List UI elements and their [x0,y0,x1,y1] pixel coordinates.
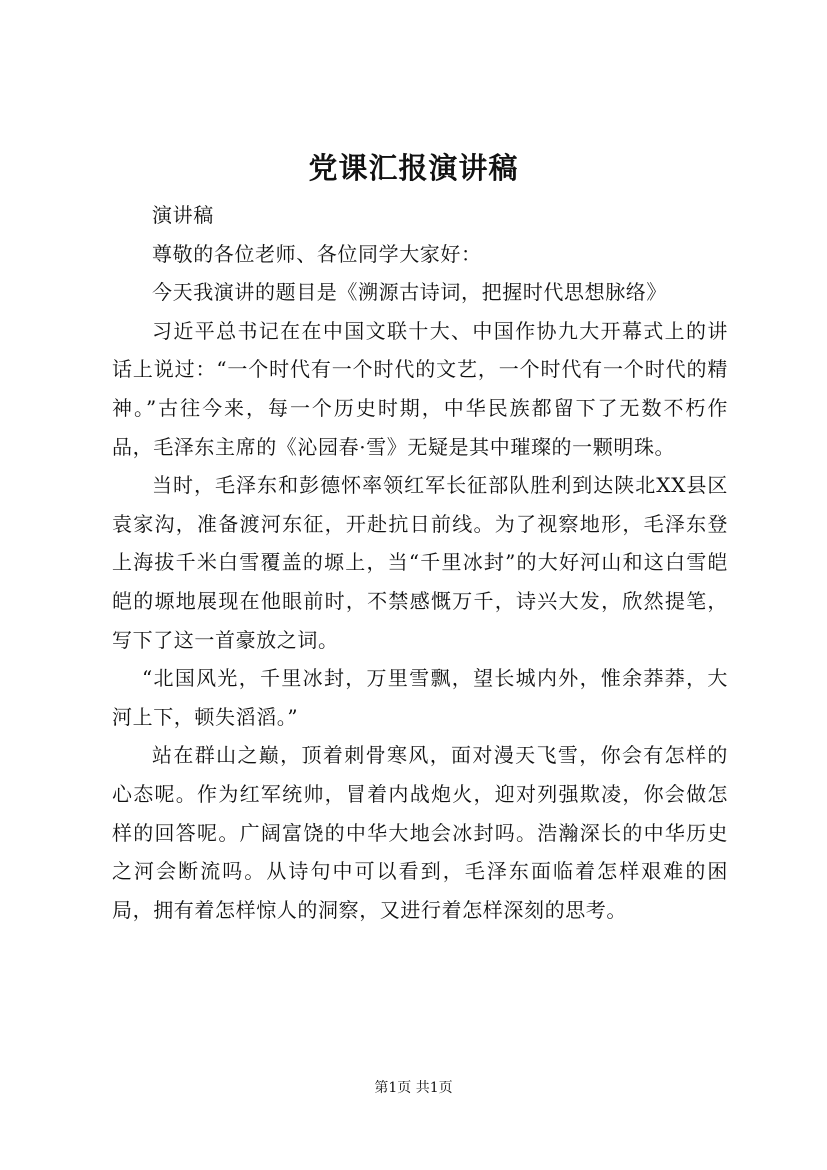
paragraph-heading: 演讲稿 [152,203,214,227]
paragraph-greeting: 尊敬的各位老师、各位同学大家好： [152,241,482,266]
page-title: 党课汇报演讲稿 [308,151,519,185]
paragraph-intro: 习近平总书记在在中国文联十大、中国作协九大开幕式上的讲话上说过：“一个时代有一个时代的文艺，一个时代有一个时代的精神。”古往今来，每一个历史时期，中华民族都留下了无数不朽作品，毛泽东主席的《沁园春·雪》无疑是其中璀璨的一颗明珠。 [112,318,728,459]
page-footer: 第1页 共1页 [374,1080,453,1096]
document-body [112,196,728,929]
paragraph-topic: 今天我演讲的题目是《溯源古诗词，把握时代思想脉络》 [152,280,667,305]
paragraph-reflection: 站在群山之巅，顶着刺骨寒风，面对漫天飞雪，你会有怎样的心态呢。作为红军统帅，冒着内战炮火，迎对列强欺凌，你会做怎样的回答呢。广阔富饶的中华大地会冰封吗。浩瀚深长的中华历史之河会断流吗。从诗句中可以看到，毛泽东面临着怎样艰难的困局，拥有着怎样惊人的洞察，又进行着怎样深刻的思考。 [112,743,728,922]
paragraph-poem-quote: “北国风光，千里冰封，万里雪飘，望长城内外，惟余莽莽，大河上下，顿失滔滔。” [112,666,728,729]
paragraph-history: 当时，毛泽东和彭德怀率领红军长征部队胜利到达陕北XX县区袁家沟，准备渡河东征，开赴抗日前线。为了视察地形，毛泽东登上海拔千米白雪覆盖的塬上，当“千里冰封”的大好河山和这白雪皑皑的塬地展现在他眼前时，不禁感慨万千，诗兴大发，欣然提笔，写下了这一首豪放之词。 [112,473,728,652]
